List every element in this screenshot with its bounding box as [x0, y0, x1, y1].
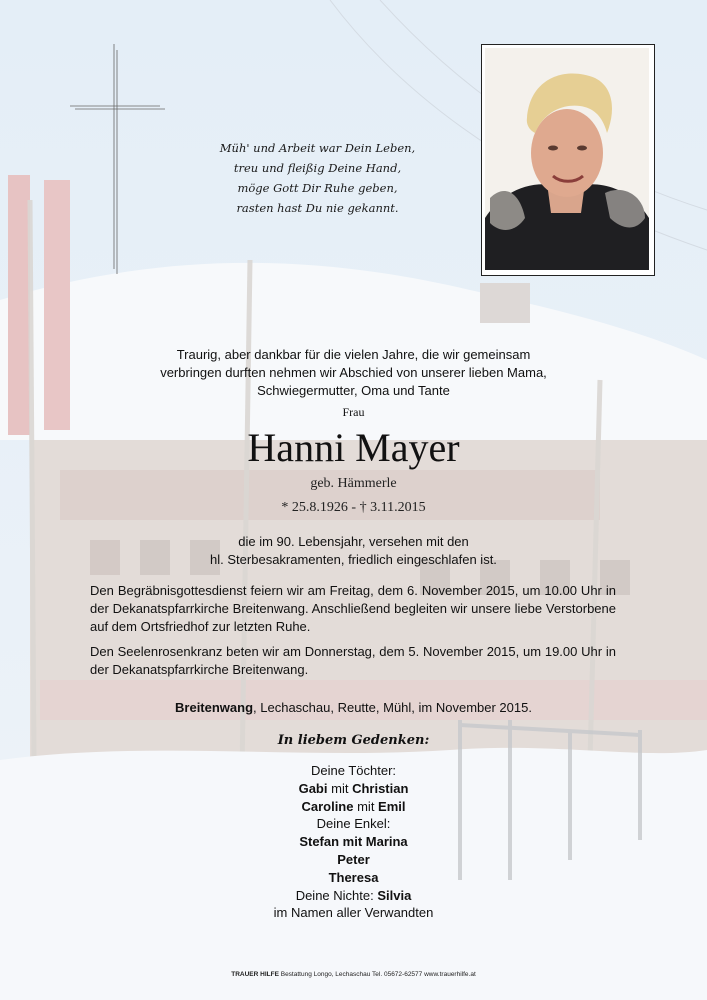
passing-line: hl. Sterbesakramenten, friedlich eingeschlafen ist.	[210, 552, 497, 567]
title-frau: Frau	[342, 405, 365, 419]
footer-text: Bestattung Longo, Lechaschau Tel. 05672-62577 www.trauerhilfe.at	[278, 971, 476, 978]
connector: mit	[327, 780, 353, 796]
grandchildren-label: Deine Enkel:	[316, 816, 391, 832]
connector: mit	[353, 798, 379, 814]
place-date-line	[0, 700, 707, 715]
memory-heading: In liebem Gedenken:	[277, 733, 430, 748]
niece-name: Silvia	[377, 887, 412, 903]
intro-line: verbringen durften nehmen wir Abschied von unserer lieben Mama,	[160, 365, 547, 380]
portrait-photo	[485, 48, 649, 270]
daughter-name: Gabi	[298, 780, 328, 796]
daughter-name: Caroline	[301, 798, 354, 814]
maiden-name: geb. Hämmerle	[310, 476, 397, 491]
niece-line	[0, 887, 707, 905]
intro-line: Schwiegermutter, Oma und Tante	[257, 383, 450, 398]
verse-line: treu und fleißig Deine Hand,	[233, 161, 402, 175]
footer-credit	[0, 971, 707, 978]
place-name: Breitenwang	[175, 700, 254, 715]
intro-line: Traurig, aber dankbar für die vielen Jahre, die wir gemeinsam	[176, 347, 531, 362]
partner-name: Christian	[352, 780, 409, 796]
rosary-paragraph: Den Seelenrosenkranz beten wir am Donnerstag, dem 5. November 2015, um 19.00 Uhr in der Dekanatspfarrkirche Breitenwang.	[90, 644, 616, 677]
grandchild-1	[0, 833, 707, 851]
daughter-2	[0, 798, 707, 816]
verse-line: rasten hast Du nie gekannt.	[236, 201, 399, 215]
deceased-name: Hanni Mayer	[247, 425, 460, 470]
passing-text	[0, 533, 707, 569]
niece-label: Deine Nichte:	[295, 887, 378, 903]
cross-icon	[70, 44, 165, 274]
verse-line: möge Gott Dir Ruhe geben,	[237, 181, 398, 195]
daughters-label: Deine Töchter:	[310, 763, 397, 778]
life-dates: * 25.8.1926 - † 3.11.2015	[281, 500, 426, 515]
grandchild-3	[0, 869, 707, 887]
place-rest: , Lechaschau, Reutte, Mühl, im November 2015.	[253, 700, 532, 715]
funeral-paragraph: Den Begräbnisgottesdienst feiern wir am Freitag, dem 6. November 2015, um 10.00 Uhr in der Dekanatspfarrkirche Breitenwang. Anschließend begleiten wir unsere liebe Verstorbene auf dem Ortsfriedhof zur letzten Ruhe.	[90, 583, 616, 634]
poem-verse	[200, 138, 435, 218]
partner-name: Emil	[378, 798, 406, 814]
daughter-1	[0, 780, 707, 798]
passing-line: die im 90. Lebensjahr, versehen mit den	[238, 534, 469, 549]
grandchild-2	[0, 851, 707, 869]
grandchild-name: Peter	[337, 851, 370, 867]
family-list	[0, 762, 707, 922]
grandchild-name: Stefan mit Marina	[299, 834, 408, 850]
intro-text	[0, 346, 707, 400]
closing-line: im Namen aller Verwandten	[273, 905, 434, 921]
verse-line: Müh' und Arbeit war Dein Leben,	[219, 141, 416, 155]
grandchild-name: Theresa	[328, 869, 379, 885]
footer-brand: TRAUER HILFE	[231, 971, 279, 978]
